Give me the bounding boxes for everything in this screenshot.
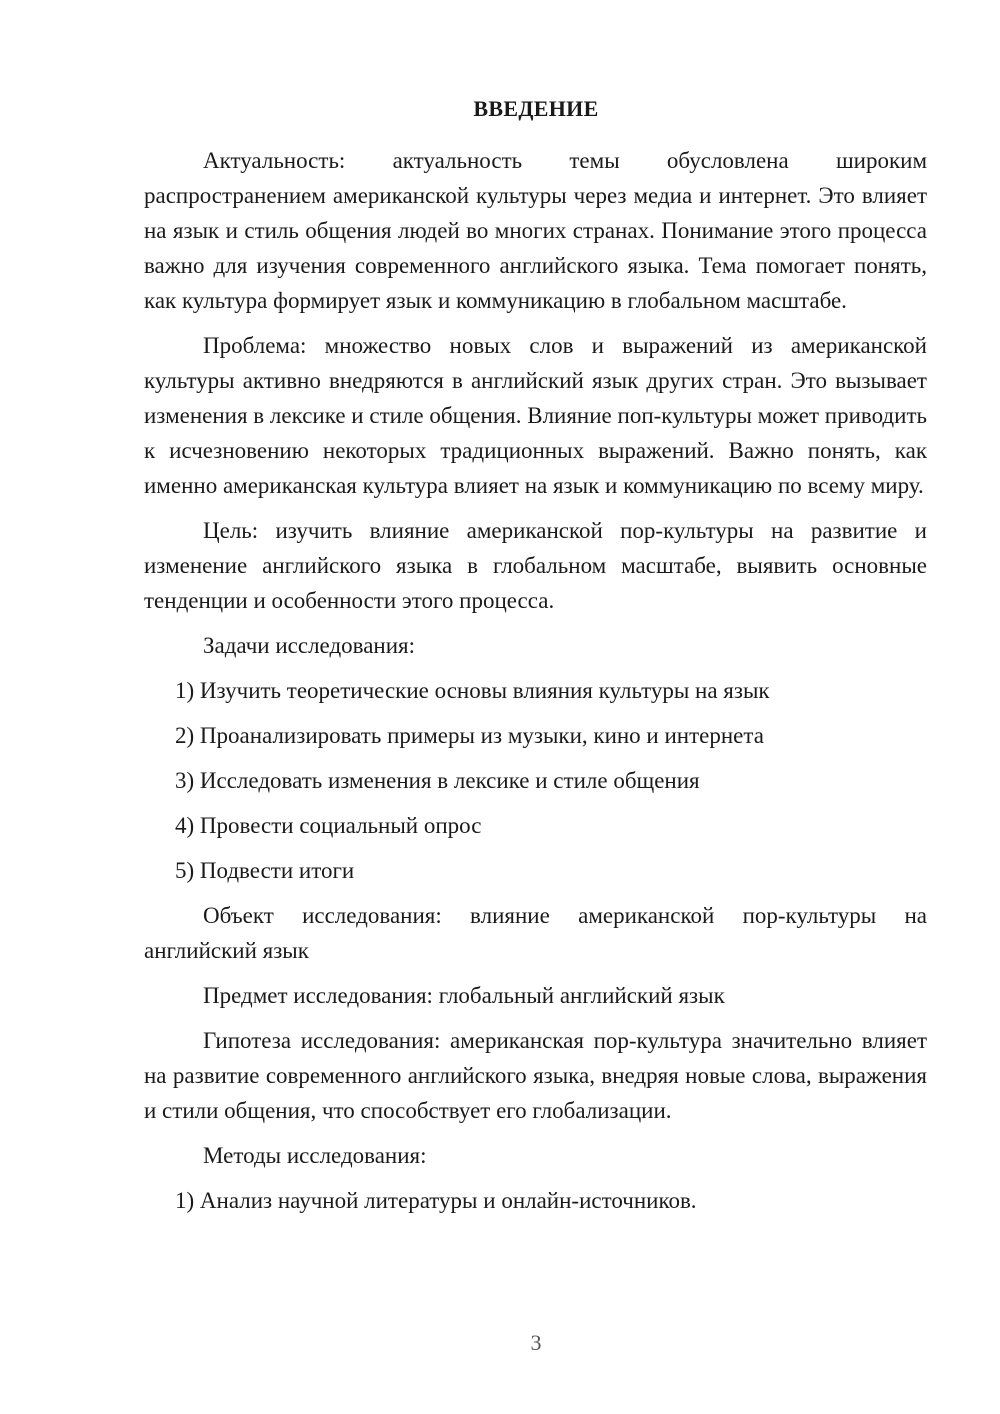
task-item-3: 3) Исследовать изменения в лексике и стиле общения — [175, 768, 700, 793]
paragraph-subject: Предмет исследования: глобальный английский язык — [203, 983, 725, 1008]
paragraph-hypothesis: Гипотеза исследования: американская пор-культура значительно влияет на развитие современного английского языка, внедряя новые слова, выражения и стили общения, что способствует его глобализации. — [144, 1028, 927, 1123]
task-item-1: 1) Изучить теоретические основы влияния культуры на язык — [175, 678, 770, 703]
paragraph-relevance: Актуальность: актуальность темы обусловлена широким распространением американской культуры через медиа и интернет. Это влияет на язык и стиль общения людей во многих странах. Понимание этого процесса важно для изучения современного английского языка. Тема помогает понять, как культура формирует язык и коммуникацию в глобальном масштабе. — [144, 148, 927, 313]
task-item-4: 4) Провести социальный опрос — [175, 813, 482, 838]
paragraph-goal: Цель: изучить влияние американской пор-культуры на развитие и изменение английского языка в глобальном масштабе, выявить основные тенденции и особенности этого процесса. — [144, 518, 927, 613]
tasks-heading: Задачи исследования: — [203, 633, 416, 658]
paragraph-problem: Проблема: множество новых слов и выражений из американской культуры активно внедряются в английский язык других стран. Это вызывает изменения в лексике и стиле общения. Влияние поп-культуры может приводить к исчезновению некоторых традиционных выражений. Важно понять, как именно американская культура влияет на язык и коммуникацию по всему миру. — [144, 333, 927, 498]
paragraph-object: Объект исследования: влияние американской пор-культуры на английский язык — [144, 903, 927, 963]
methods-heading: Методы исследования: — [203, 1143, 427, 1168]
body-text — [144, 143, 927, 1228]
page-number: 3 — [530, 1330, 542, 1355]
method-item-1: 1) Анализ научной литературы и онлайн-источников. — [175, 1188, 697, 1213]
task-item-2: 2) Проанализировать примеры из музыки, кино и интернета — [175, 723, 764, 748]
task-item-5: 5) Подвести итоги — [175, 858, 355, 883]
section-title: ВВЕДЕНИЕ — [473, 96, 599, 121]
